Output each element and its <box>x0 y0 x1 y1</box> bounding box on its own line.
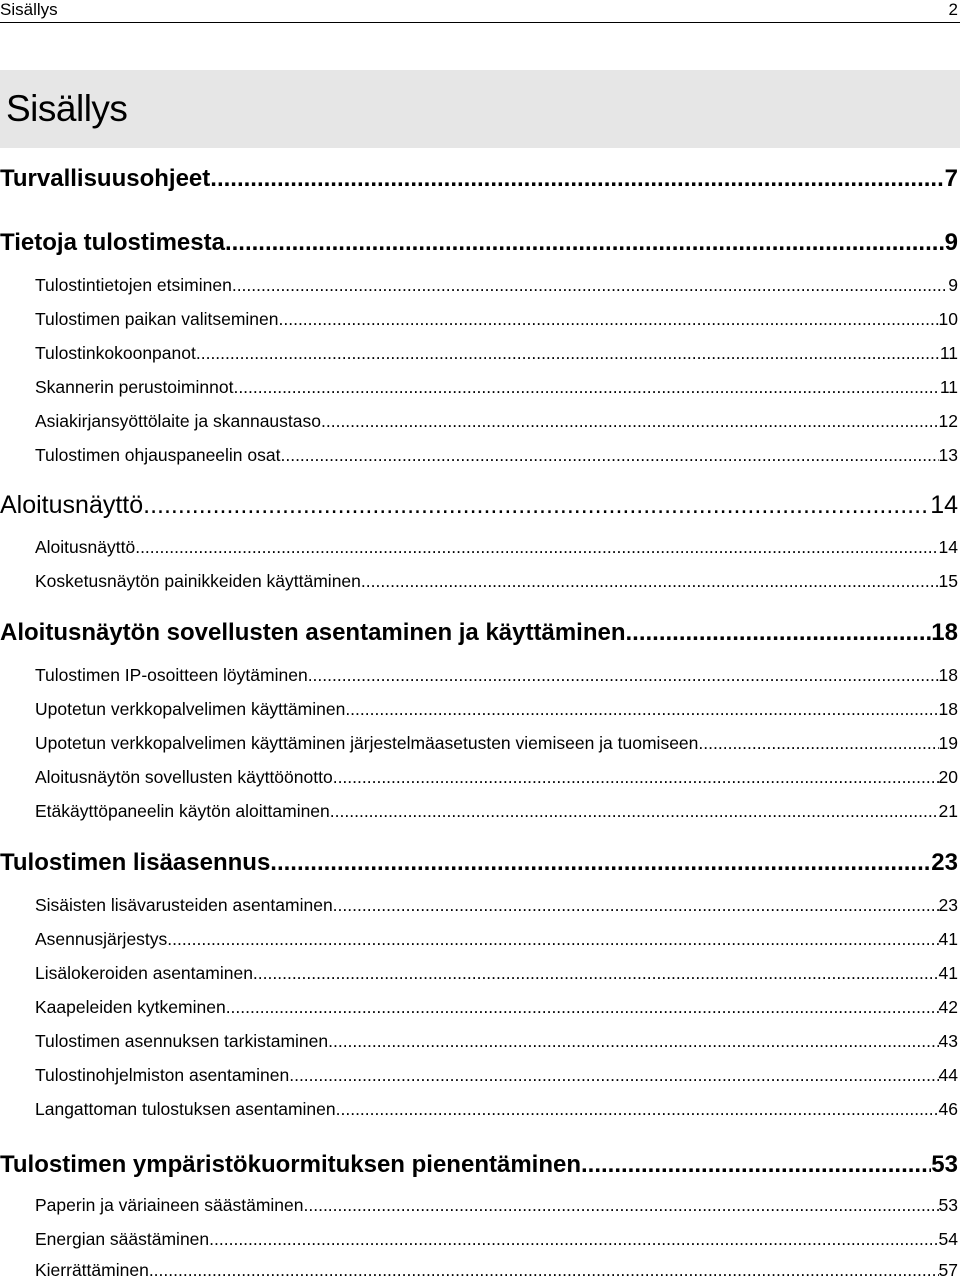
toc-chapter-turvallisuusohjeet[interactable] <box>0 164 958 194</box>
toc-item-page: 54 <box>938 1229 958 1249</box>
toc-item-label: Kierrättäminen <box>35 1260 149 1280</box>
toc-leader <box>196 342 940 364</box>
toc-leader <box>210 164 944 194</box>
toc-item[interactable] <box>35 928 958 950</box>
toc-item[interactable] <box>35 698 958 720</box>
toc-item-page: 11 <box>939 343 958 363</box>
toc-item-page: 18 <box>938 699 958 719</box>
toc-leader <box>279 308 939 330</box>
toc-leader <box>361 570 939 592</box>
toc-item-label: Aloitusnäyttö <box>35 537 136 557</box>
toc-item-label: Lisälokeroiden asentaminen <box>35 963 253 983</box>
toc-item-page: 44 <box>938 1065 958 1085</box>
page-header <box>0 0 960 23</box>
toc-item[interactable] <box>35 800 958 822</box>
toc-leader <box>336 1098 939 1120</box>
toc-leader <box>289 1064 938 1086</box>
toc-leader <box>149 1259 939 1281</box>
toc-item[interactable] <box>35 732 958 754</box>
toc-item-page: 57 <box>938 1260 958 1280</box>
toc-chapter-page: 14 <box>930 491 958 519</box>
toc-item-label: Sisäisten lisävarusteiden asentaminen <box>35 895 333 915</box>
toc-leader <box>321 410 939 432</box>
toc-item-label: Kosketusnäytön painikkeiden käyttäminen <box>35 571 361 591</box>
toc-item[interactable] <box>35 962 958 984</box>
toc-item-page: 41 <box>938 963 958 983</box>
toc-item-label: Skannerin perustoiminnot <box>35 377 234 397</box>
toc-chapter-aloitusnaytto[interactable] <box>0 490 958 520</box>
toc-leader <box>308 664 939 686</box>
toc-chapter-lisaasennus[interactable] <box>0 848 958 878</box>
toc-item-label: Tulostinkokoonpanot <box>35 343 196 363</box>
toc-chapter-page: 7 <box>944 165 958 192</box>
toc-item[interactable] <box>35 894 958 916</box>
toc-leader <box>698 732 938 754</box>
toc-item[interactable] <box>35 996 958 1018</box>
toc-leader <box>226 996 939 1018</box>
toc-chapter-ymparisto[interactable] <box>0 1150 958 1180</box>
toc-item[interactable] <box>35 1064 958 1086</box>
toc-item-label: Upotetun verkkopalvelimen käyttäminen <box>35 699 346 719</box>
toc-chapter-label: Turvallisuusohjeet <box>0 165 211 192</box>
toc-item[interactable] <box>35 664 958 686</box>
toc-item-page: 42 <box>938 997 958 1017</box>
toc-leader <box>253 962 939 984</box>
toc-chapter-label: Aloitusnäytön sovellusten asentaminen ja käyttäminen <box>0 619 626 646</box>
page-title: Sisällys <box>6 88 128 129</box>
toc-item-page: 43 <box>938 1031 958 1051</box>
toc-leader <box>333 766 939 788</box>
toc-item-page: 23 <box>938 895 958 915</box>
toc-leader <box>345 698 938 720</box>
toc-item-page: 46 <box>938 1099 958 1119</box>
toc-item-page: 9 <box>948 275 958 295</box>
toc-leader <box>626 618 932 648</box>
toc-item-label: Energian säästäminen <box>35 1229 210 1249</box>
toc-item-page: 21 <box>938 801 958 821</box>
toc-leader <box>270 848 931 878</box>
toc-leader <box>232 274 948 296</box>
toc-item[interactable] <box>35 1030 958 1052</box>
toc-item[interactable] <box>35 1098 958 1120</box>
toc-leader <box>209 1228 938 1250</box>
toc-leader <box>328 1030 938 1052</box>
toc-item[interactable] <box>35 536 958 558</box>
toc-item-label: Aloitusnäytön sovellusten käyttöönotto <box>35 767 333 787</box>
toc-item[interactable] <box>35 570 958 592</box>
toc-item-label: Langattoman tulostuksen asentaminen <box>35 1099 336 1119</box>
toc-chapter-label: Tulostimen lisäasennus <box>0 849 271 876</box>
toc-leader <box>233 376 939 398</box>
toc-leader <box>225 228 945 258</box>
toc-item-label: Kaapeleiden kytkeminen <box>35 997 226 1017</box>
toc-leader <box>135 536 938 558</box>
toc-item-page: 12 <box>938 411 958 431</box>
title-bar <box>0 70 960 148</box>
toc-item-label: Paperin ja väriaineen säästäminen <box>35 1195 304 1215</box>
toc-item-page: 19 <box>938 733 958 753</box>
toc-item[interactable] <box>35 376 958 398</box>
toc-item-page: 15 <box>938 571 958 591</box>
toc-item[interactable] <box>35 410 958 432</box>
toc-item-label: Tulostinohjelmiston asentaminen <box>35 1065 290 1085</box>
toc-chapter-tietoja-tulostimesta[interactable] <box>0 228 958 258</box>
toc-chapter-sovellukset[interactable] <box>0 618 958 648</box>
toc-item-label: Asennusjärjestys <box>35 929 168 949</box>
header-section: Sisällys <box>0 0 58 19</box>
toc-item-label: Asiakirjansyöttölaite ja skannaustaso <box>35 411 321 431</box>
toc-leader <box>167 928 938 950</box>
toc-item[interactable] <box>35 444 958 466</box>
toc-item-page: 13 <box>938 445 958 465</box>
toc-chapter-page: 53 <box>931 1151 958 1178</box>
toc-chapter-page: 9 <box>944 229 958 256</box>
toc-leader <box>280 444 938 466</box>
toc-item[interactable] <box>35 1228 958 1250</box>
toc-leader <box>304 1194 939 1216</box>
toc-item[interactable] <box>35 1259 958 1281</box>
toc-leader <box>333 894 939 916</box>
toc-item-page: 14 <box>938 537 958 557</box>
toc-item-page: 53 <box>938 1195 958 1215</box>
toc-leader <box>330 800 939 822</box>
toc-item-label: Tulostimen ohjauspaneelin osat <box>35 445 281 465</box>
toc-item-label: Tulostintietojen etsiminen <box>35 275 232 295</box>
toc-item-page: 10 <box>938 309 958 329</box>
toc-item-page: 20 <box>938 767 958 787</box>
toc-item-page: 41 <box>938 929 958 949</box>
toc-item-label: Tulostimen asennuksen tarkistaminen <box>35 1031 329 1051</box>
toc-item-label: Upotetun verkkopalvelimen käyttäminen järjestelmäasetusten viemiseen ja tuomiseen <box>35 733 699 753</box>
toc-item-page: 11 <box>939 377 958 397</box>
toc-item-label: Etäkäyttöpaneelin käytön aloittaminen <box>35 801 330 821</box>
toc-chapter-label: Tulostimen ympäristökuormituksen pienentäminen <box>0 1151 581 1178</box>
toc-chapter-page: 23 <box>931 849 958 876</box>
toc-chapter-page: 18 <box>931 619 958 646</box>
header-page-number: 2 <box>948 0 958 19</box>
toc-chapter-label: Aloitusnäyttö <box>0 491 144 519</box>
toc-item-label: Tulostimen IP-osoitteen löytäminen <box>35 665 308 685</box>
toc-item[interactable] <box>35 766 958 788</box>
toc-leader <box>581 1150 931 1180</box>
toc-leader <box>143 490 930 520</box>
toc-item[interactable] <box>35 274 958 296</box>
toc-chapter-label: Tietoja tulostimesta <box>0 229 225 256</box>
toc-item-page: 18 <box>938 665 958 685</box>
toc-item[interactable] <box>35 342 958 364</box>
toc-item-label: Tulostimen paikan valitseminen <box>35 309 279 329</box>
toc-item[interactable] <box>35 1194 958 1216</box>
toc-item[interactable] <box>35 308 958 330</box>
